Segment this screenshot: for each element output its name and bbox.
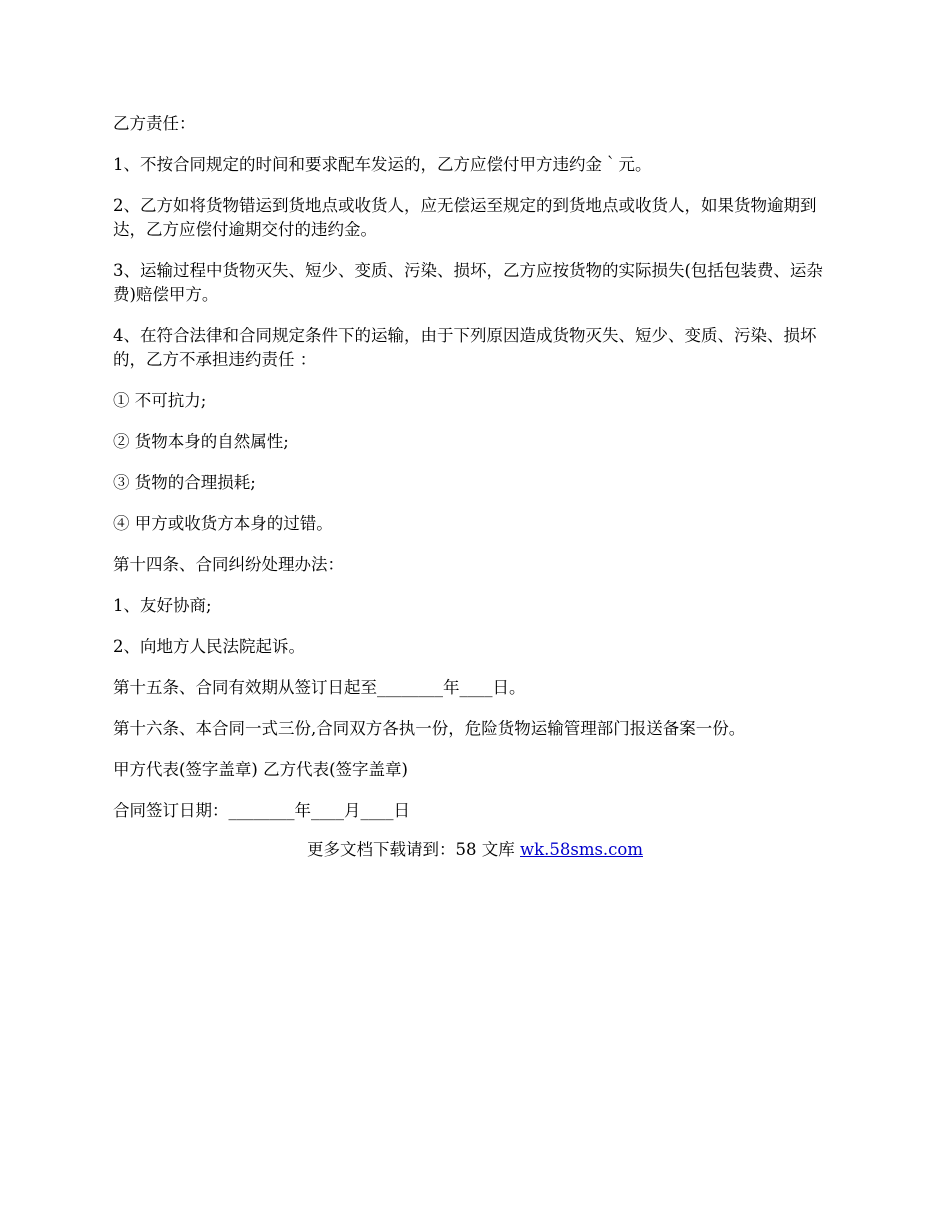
exemption-item-2: ② 货物本身的自然属性;: [113, 432, 289, 451]
footer-prefix-text: 更多文档下载请到：58 文库: [306, 840, 520, 859]
representatives-signature-line: 甲方代表(签字盖章) 乙方代表(签字盖章): [113, 760, 408, 779]
download-footer: [0, 838, 950, 862]
clause-4: 4、在符合法律和合同规定条件下的运输，由于下列原因造成货物灭失、短少、变质、污染、损坏的，乙方不承担违约责任 ：: [113, 326, 817, 369]
document-body: [113, 112, 835, 840]
dispute-method-2: 2、向地方人民法院起诉。: [113, 637, 305, 656]
signing-date-line: 合同签订日期：________年____月____日: [113, 801, 410, 820]
clause-1: 1、不按合同规定的时间和要求配车发运的，乙方应偿付甲方违约金｀元。: [113, 155, 652, 174]
article-14-heading: 第十四条、合同纠纷处理办法：: [113, 555, 344, 574]
clause-3: 3、运输过程中货物灭失、短少、变质、污染、损坏，乙方应按货物的实际损失(包括包装费、运杂费)赔偿甲方。: [113, 261, 823, 304]
article-15: 第十五条、合同有效期从签订日起至________年____日。: [113, 678, 526, 697]
clause-2: 2、乙方如将货物错运到货地点或收货人，应无偿运至规定的到货地点或收货人，如果货物逾期到达，乙方应偿付逾期交付的违约金。: [113, 196, 817, 239]
article-16: 第十六条、本合同一式三份,合同双方各执一份，危险货物运输管理部门报送备案一份。: [113, 719, 746, 738]
heading-party-b-responsibility: 乙方责任：: [113, 114, 196, 133]
exemption-item-4: ④ 甲方或收货方本身的过错。: [113, 514, 333, 533]
dispute-method-1: 1、友好协商;: [113, 596, 212, 615]
exemption-item-1: ① 不可抗力;: [113, 391, 207, 410]
footer-site-link[interactable]: wk.58sms.com: [519, 840, 643, 859]
exemption-item-3: ③ 货物的合理损耗;: [113, 473, 256, 492]
